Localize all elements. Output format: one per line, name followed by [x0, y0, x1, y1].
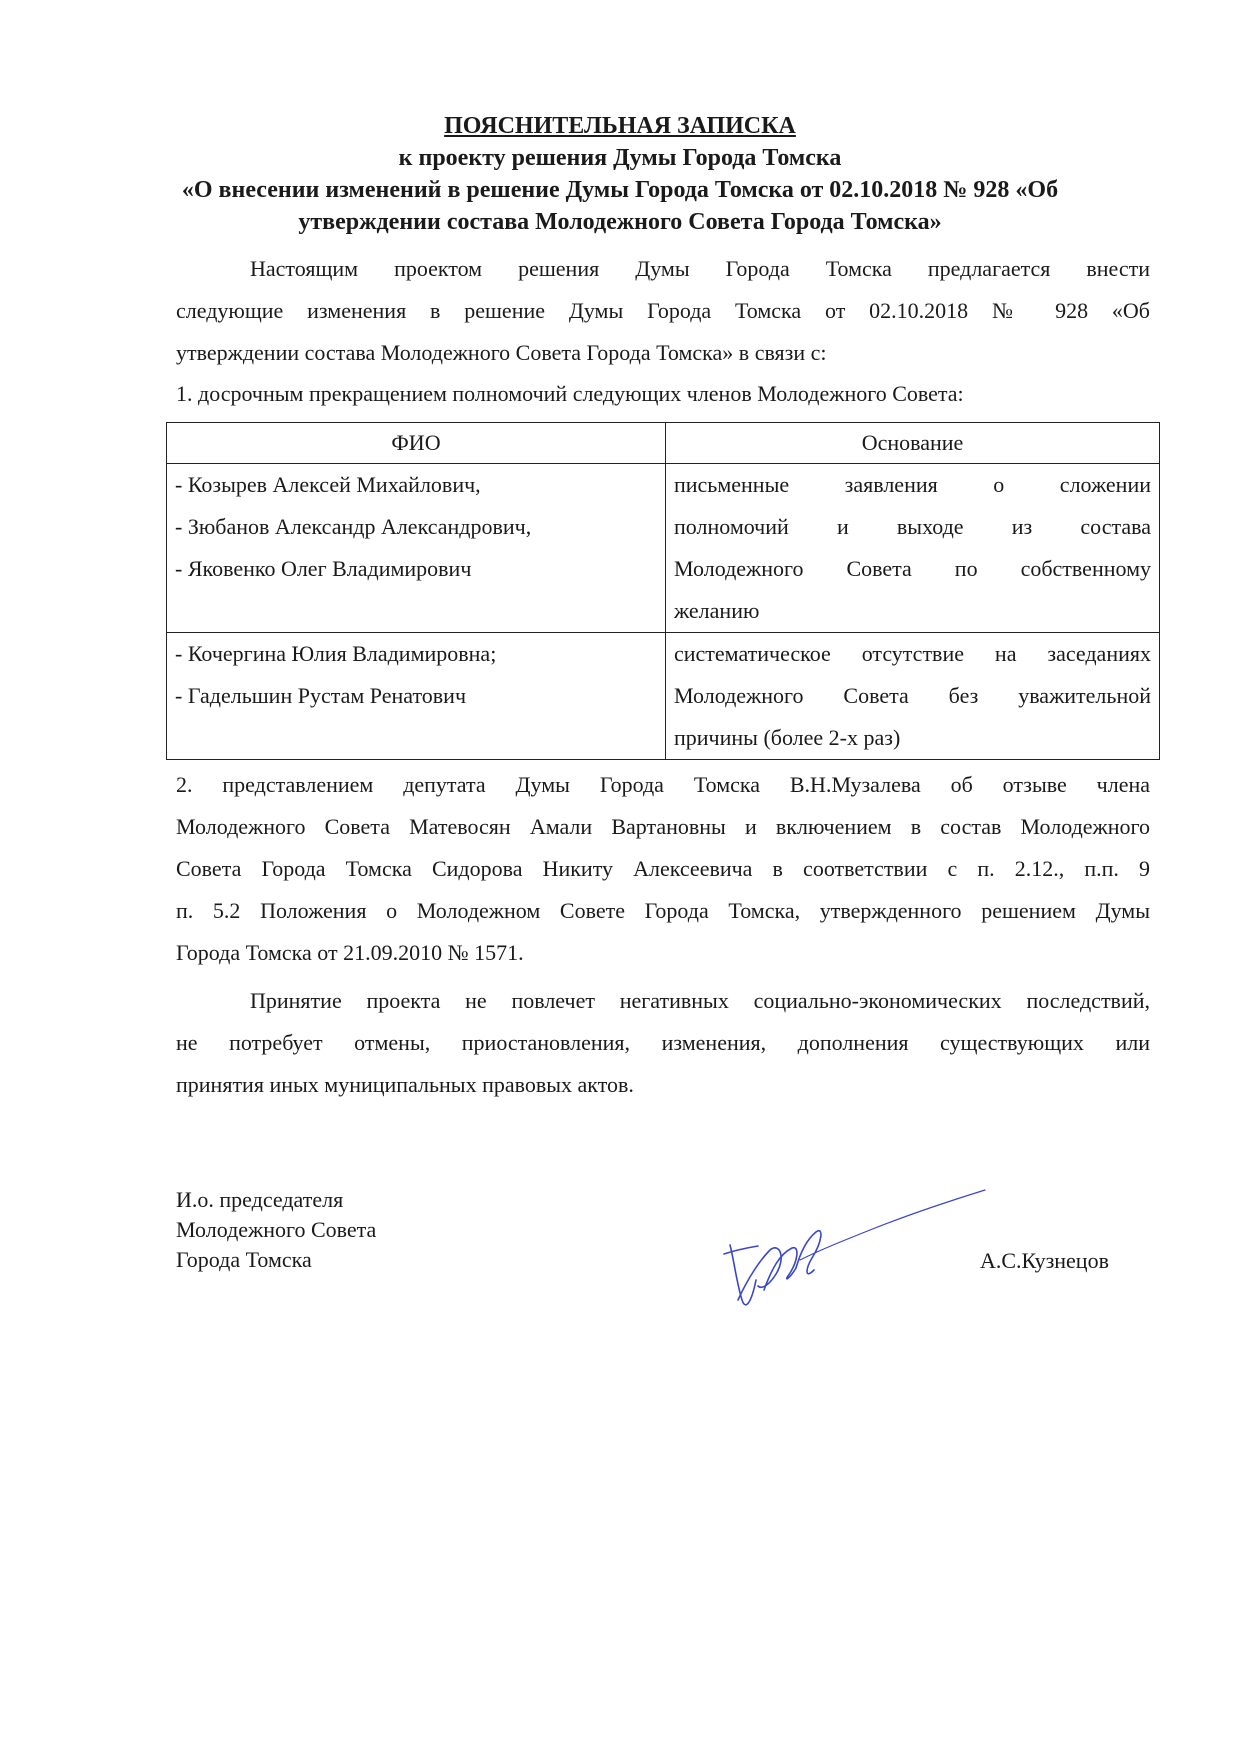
document-title: ПОЯСНИТЕЛЬНАЯ ЗАПИСКА [444, 113, 796, 139]
conclusion-paragraph [176, 980, 1150, 1106]
heading-line-4: утверждении состава Молодежного Совета Города Томска» [298, 209, 942, 235]
document-heading [0, 110, 1240, 238]
member-name: - Яковенко Олег Владимирович [175, 556, 472, 581]
heading-line-3: «О внесении изменений в решение Думы Города Томска от 02.10.2018 № 928 «Об [181, 177, 1059, 203]
heading-line-2: к проекту решения Думы Города Томска [398, 145, 842, 171]
conclusion-line: не потребует отмены, приостановления, изменения, дополнения существующих или [176, 1030, 1150, 1055]
conclusion-line: принятия иных муниципальных правовых актов. [176, 1072, 634, 1097]
names-cell [167, 633, 666, 760]
table-header-row [167, 423, 1160, 464]
member-name: - Козырев Алексей Михайлович, [175, 472, 481, 497]
reason-line: Молодежного Совета без уважительной [674, 683, 1151, 708]
names-cell [167, 464, 666, 633]
item-1-text: 1. досрочным прекращением полномочий следующих членов Молодежного Совета: [176, 381, 964, 406]
item-2-line: Молодежного Совета Матевосян Амали Вартановны и включением в состав Молодежного [176, 814, 1150, 839]
reason-line: письменные заявления о сложении [674, 472, 1151, 497]
reason-cell [666, 633, 1160, 760]
position-line: Молодежного Совета [176, 1217, 377, 1242]
intro-paragraph [176, 248, 1150, 374]
member-name: - Гадельшин Рустам Ренатович [175, 683, 467, 708]
member-name: - Кочергина Юлия Владимировна; [175, 641, 497, 666]
members-table [166, 422, 1160, 760]
position-line: Города Томска [176, 1247, 312, 1272]
reason-cell [666, 464, 1160, 633]
item-2-paragraph [176, 764, 1150, 974]
item-2-line: п. 5.2 Положения о Молодежном Совете Города Томска, утвержденного решением Думы [176, 898, 1150, 923]
item-2-line: Совета Города Томска Сидорова Никиту Алексеевича в соответствии с п. 2.12., п.п. 9 [176, 856, 1150, 881]
column-header-reason: Основание [666, 423, 1160, 464]
reason-line: желанию [674, 598, 760, 623]
item-2-line: 2. представлением депутата Думы Города Томска В.Н.Музалева об отзыве члена [176, 772, 1150, 797]
item-2-line: Города Томска от 21.09.2010 № 1571. [176, 940, 524, 965]
column-header-fio: ФИО [167, 423, 666, 464]
reason-line: причины (более 2-х раз) [674, 725, 901, 750]
intro-line: следующие изменения в решение Думы Города Томска от 02.10.2018 № 928 «Об [176, 298, 1150, 323]
table-row [167, 464, 1160, 633]
signatory-position [176, 1185, 376, 1275]
reason-line: полномочий и выходе из состава [674, 514, 1151, 539]
reason-line: Молодежного Совета по собственному [674, 556, 1151, 581]
table-row [167, 633, 1160, 760]
position-line: И.о. председателя [176, 1187, 344, 1212]
handwritten-signature [700, 1150, 990, 1340]
signer-name: А.С.Кузнецов [980, 1248, 1109, 1273]
intro-line: утверждении состава Молодежного Совета Города Томска» в связи с: [176, 340, 827, 365]
intro-line: Настоящим проектом решения Думы Города Томска предлагается внести [250, 256, 1150, 281]
conclusion-line: Принятие проекта не повлечет негативных социально-экономических последствий, [250, 988, 1150, 1013]
reason-line: систематическое отсутствие на заседаниях [674, 641, 1151, 666]
member-name: - Зюбанов Александр Александрович, [175, 514, 532, 539]
